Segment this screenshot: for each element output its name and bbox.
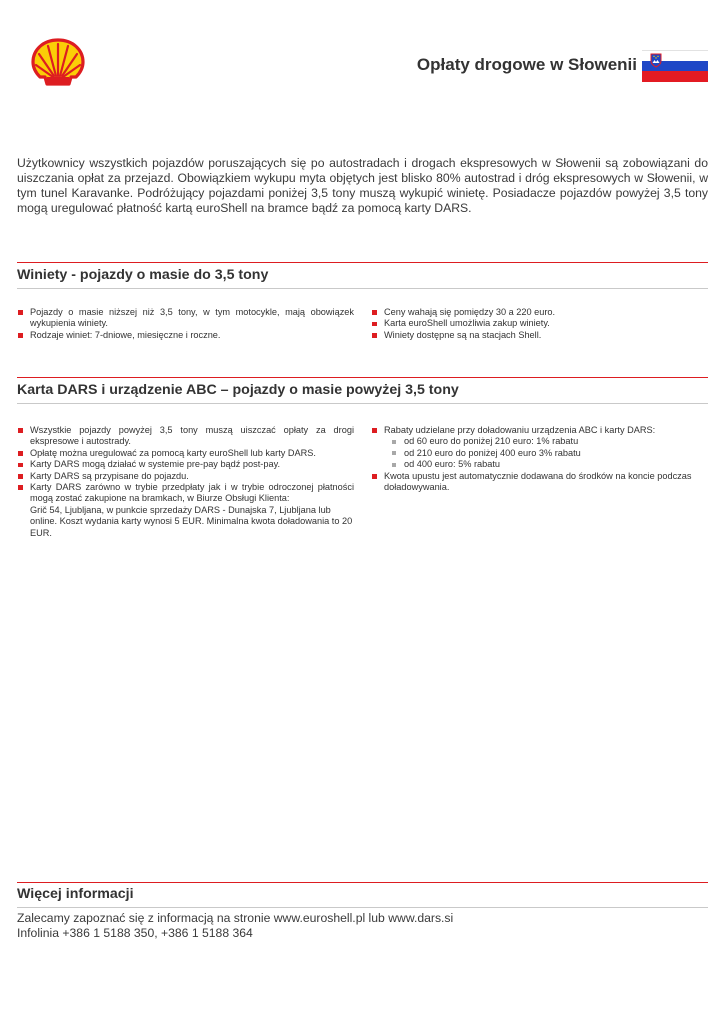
list-item: Winiety dostępne są na stacjach Shell. bbox=[371, 330, 708, 341]
shell-pecten-icon bbox=[31, 38, 85, 88]
vignettes-left-column bbox=[17, 307, 354, 341]
coat-of-arms-icon bbox=[650, 53, 662, 68]
list-item: Wszystkie pojazdy powyżej 3,5 tony muszą uiszczać opłaty za drogi ekspresowe i autostrady. bbox=[17, 425, 354, 448]
section-heading-more-info: Więcej informacji bbox=[17, 886, 134, 902]
intro-paragraph: Użytkownicy wszystkich pojazdów poruszających się po autostradach i drogach ekspresowych w Słowenii są zobowiązani do uiszczania opłat za przejazd. Obowiązkiem wykupu myta objętych jest blisko 80% autostrad i dróg ekspresowych w Słowenii, w tym tunel Karavanke. Podróżujący pojazdami poniżej 3,5 tony muszą wykupić winietę. Posiadacze pojazdów powyżej 3,5 tony mogą uregulować płatność kartą euroShell na bramce bądź za pomocą karty DARS. bbox=[17, 156, 708, 215]
vignettes-right-column bbox=[371, 307, 708, 341]
section-heading-dars: Karta DARS i urządzenie ABC – pojazdy o masie powyżej 3,5 tony bbox=[17, 382, 459, 398]
section-underline bbox=[17, 403, 708, 404]
list-item: Karty DARS są przypisane do pojazdu. bbox=[17, 471, 354, 482]
list-item: Kwota upustu jest automatycznie dodawana do środków na koncie podczas doładowywania. bbox=[371, 471, 708, 494]
dars-right-column bbox=[371, 425, 708, 493]
list-item: Rabaty udzielane przy doładowaniu urządzenia ABC i karty DARS: bbox=[371, 425, 708, 436]
page-title: Opłaty drogowe w Słowenii bbox=[416, 55, 637, 74]
section-underline bbox=[17, 907, 708, 908]
more-info-text bbox=[17, 911, 708, 941]
dars-left-column bbox=[17, 425, 354, 539]
sub-list-item: od 60 euro do poniżej 210 euro: 1% rabatu bbox=[371, 436, 708, 447]
list-item-continuation: Grič 54, Ljubljana, w punkcie sprzedaży DARS - Dunajska 7, Ljubljana lub online. Koszt wydania karty wynosi 5 EUR. Minimalna kwota doładowania to 20 EUR. bbox=[30, 504, 353, 538]
sub-list-item: od 400 euro: 5% rabatu bbox=[371, 459, 708, 470]
more-info-line: Zalecamy zapoznać się z informacją na stronie www.euroshell.pl lub www.dars.si bbox=[17, 911, 454, 925]
section-underline bbox=[17, 288, 708, 289]
more-info-line: Infolinia +386 1 5188 350, +386 1 5188 364 bbox=[17, 926, 253, 940]
list-item: Karty DARS zarówno w trybie przedpłaty jak i w trybie odroczonej płatności mogą zostać zakupione na bramkach, w Biurze Obsługi Klienta: bbox=[17, 482, 354, 505]
list-item: Pojazdy o masie niższej niż 3,5 tony, w tym motocykle, mają obowiązek wykupienia winiety. bbox=[17, 307, 354, 330]
list-item: Opłatę można uregulować za pomocą karty euroShell lub karty DARS. bbox=[17, 448, 354, 459]
section-divider bbox=[17, 377, 708, 378]
sub-list-item: od 210 euro do poniżej 400 euro 3% rabatu bbox=[371, 448, 708, 459]
list-item: Karta euroShell umożliwia zakup winiety. bbox=[371, 318, 708, 329]
section-divider bbox=[17, 262, 708, 263]
section-heading-vignettes: Winiety - pojazdy o masie do 3,5 tony bbox=[17, 267, 269, 283]
list-item: Karty DARS mogą działać w systemie pre-pay bądź post-pay. bbox=[17, 459, 354, 470]
list-item: Ceny wahają się pomiędzy 30 a 220 euro. bbox=[371, 307, 708, 318]
list-item: Rodzaje winiet: 7-dniowe, miesięczne i roczne. bbox=[17, 330, 354, 341]
section-divider bbox=[17, 882, 708, 883]
slovenia-flag-icon bbox=[642, 50, 708, 82]
